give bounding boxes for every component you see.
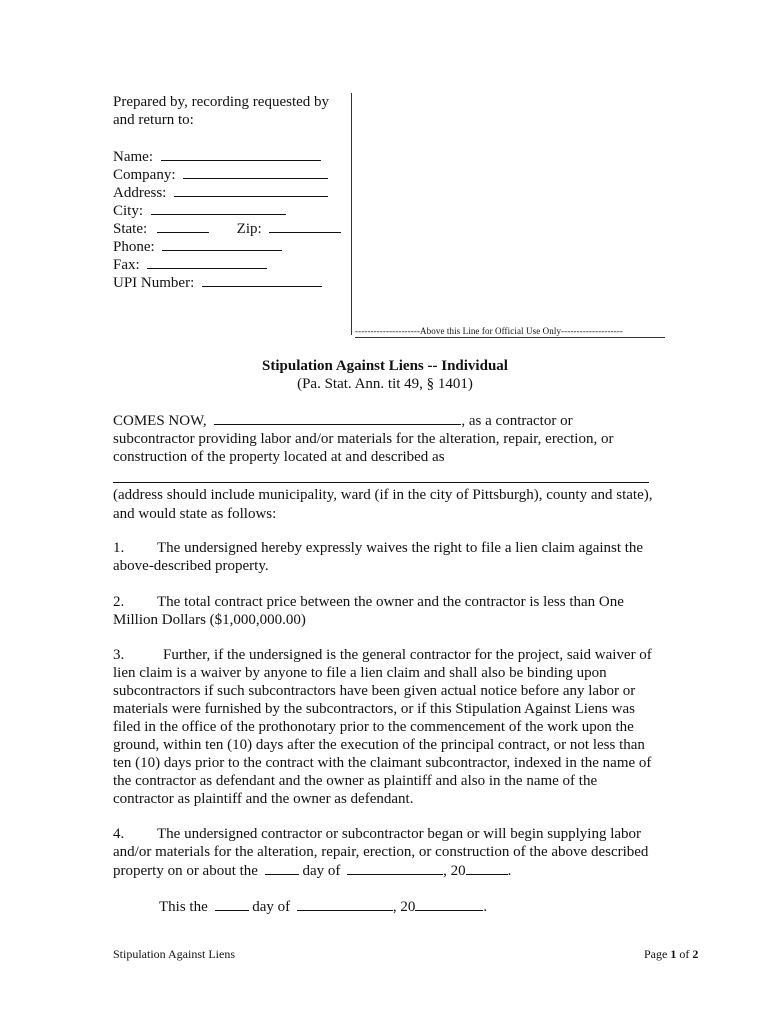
city-field [113, 201, 353, 219]
name-field [113, 147, 353, 165]
fax-blank[interactable] [147, 255, 267, 269]
intro-paragraph [113, 411, 658, 524]
dated-line [159, 897, 619, 916]
document-statute: (Pa. Stat. Ann. tit 49, § 1401) [297, 376, 473, 392]
item-4-day-blank[interactable] [265, 861, 299, 875]
official-use-rule [355, 337, 665, 338]
phone-blank[interactable] [162, 237, 282, 251]
state-label: State: [113, 221, 148, 237]
dated-period: . [483, 899, 488, 915]
comes-now-label: COMES NOW, [113, 413, 207, 429]
of-word: of [679, 947, 690, 961]
fax-field [113, 255, 353, 273]
return-address-block [113, 93, 353, 291]
document-title: Stipulation Against Liens -- Individual [262, 358, 508, 374]
intro-rest-text: subcontractor providing labor and/or materials for the alteration, repair, erection, or construction of the property located at and described as [113, 431, 614, 465]
item-4-period: . [507, 863, 512, 879]
item-4 [113, 825, 658, 880]
item-3-number: 3. [113, 647, 125, 663]
official-use-label: ---------------------Above this Line for Official Use Only-------------------- [355, 326, 623, 336]
item-4-date-line [113, 861, 658, 880]
state-zip-field [113, 219, 353, 237]
item-2-text: The total contract price between the owner and the contractor is less than One Million Dollars ($1,000,000.00) [113, 594, 624, 628]
property-address-blank[interactable] [113, 466, 649, 483]
item-4-month-blank[interactable] [347, 861, 443, 875]
item-3 [113, 646, 658, 808]
name-label: Name: [113, 149, 153, 165]
zip-label: Zip: [236, 221, 262, 237]
item-4-year-prefix: , 20 [443, 863, 466, 879]
header-divider [351, 93, 352, 335]
dated-day-blank[interactable] [215, 897, 249, 911]
item-3-text: Further, if the undersigned is the general contractor for the project, said waiver of lien claim is a waiver by anyone to file a lien claim and shall also be binding upon subcontractors if such subcontractors have been given actual notice before any labor or materials were furnished by the subcontractors, or if this Stipulation Against Liens was filed in the office of the prothonotary prior to the commencement of the work upon the ground, within ten (10) days after the execution of the principal contract, or not less than ten (10) days prior to the contract with the claimant subcontractor, indexed in the name of the contractor as defendant and the owner as plaintiff and also in the name of the contractor as plaintiff and the owner as defendant. [113, 647, 652, 807]
contractor-name-blank[interactable] [214, 411, 461, 425]
item-2 [113, 593, 658, 629]
item-4-number: 4. [113, 826, 125, 842]
dated-year-prefix: , 20 [392, 899, 416, 915]
item-1-text: The undersigned hereby expressly waives the right to file a lien claim against the above-described property. [113, 540, 644, 574]
name-blank[interactable] [161, 147, 321, 161]
dated-day-of-text: day of [252, 899, 291, 915]
page-indicator [644, 947, 698, 962]
fax-label: Fax: [113, 257, 140, 273]
phone-label: Phone: [113, 239, 155, 255]
page-number: 1 [670, 947, 677, 961]
city-blank[interactable] [151, 201, 286, 215]
footer-title: Stipulation Against Liens [113, 947, 235, 961]
dated-year-blank[interactable] [415, 897, 483, 911]
city-label: City: [113, 203, 144, 219]
state-blank[interactable] [157, 219, 209, 233]
phone-field [113, 237, 353, 255]
prepared-by-label: Prepared by, recording requested by and return to: [113, 94, 330, 128]
item-4-text: The undersigned contractor or subcontractor began or will begin supplying labor and/or materials for the alteration, repair, erection, or construction of the above described [113, 826, 649, 860]
item-4-year-blank[interactable] [466, 861, 508, 875]
dated-this-text: This the [159, 899, 208, 915]
item-4-day-of-text: day of [302, 863, 341, 879]
upi-field [113, 273, 353, 291]
as-contractor-text: , as a contractor or [461, 413, 573, 429]
company-field [113, 165, 353, 183]
address-blank[interactable] [174, 183, 328, 197]
company-blank[interactable] [183, 165, 328, 179]
upi-blank[interactable] [202, 273, 322, 287]
page-total: 2 [692, 947, 699, 961]
zip-blank[interactable] [269, 219, 341, 233]
page-word: Page [644, 947, 668, 961]
address-field [113, 183, 353, 201]
item-1 [113, 539, 658, 575]
item-1-number: 1. [113, 540, 125, 556]
address-note-text: (address should include municipality, ward (if in the city of Pittsburgh), county and state), and would state as follows: [113, 487, 653, 522]
item-2-number: 2. [113, 594, 125, 610]
comes-now-line [113, 411, 658, 430]
company-label: Company: [113, 167, 176, 183]
upi-label: UPI Number: [113, 275, 195, 291]
address-label: Address: [113, 185, 167, 201]
dated-month-blank[interactable] [297, 897, 393, 911]
return-fields [113, 147, 353, 291]
item-4-about-text: property on or about the [113, 863, 258, 879]
